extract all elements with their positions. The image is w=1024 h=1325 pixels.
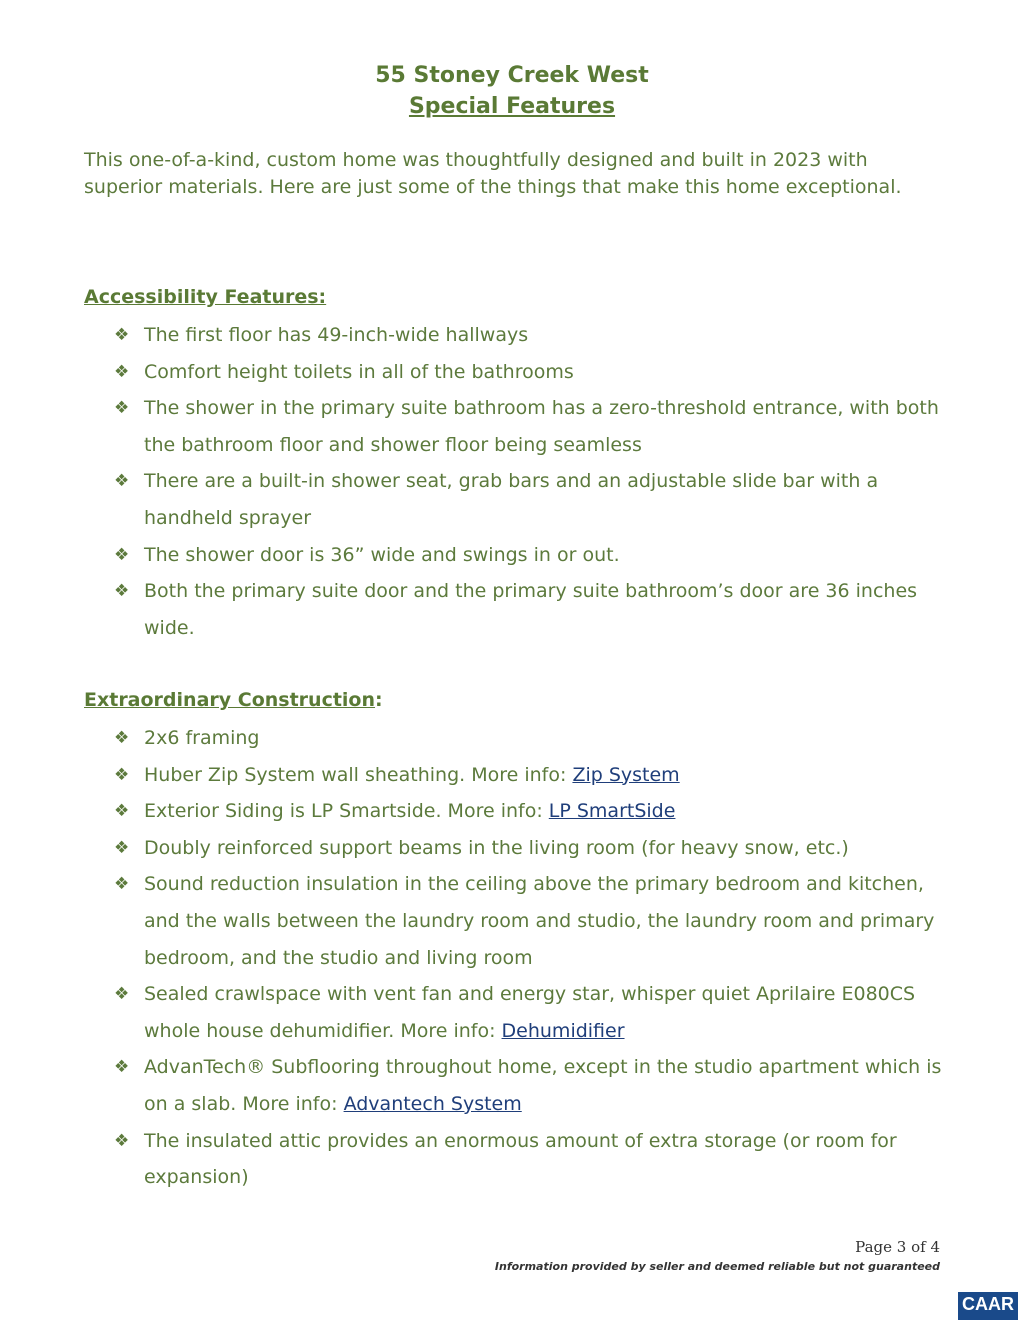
bullet-icon: ❖ <box>114 398 130 419</box>
bullet-icon: ❖ <box>114 801 130 822</box>
bullet-icon: ❖ <box>114 471 130 492</box>
list-item: ❖ 2x6 framing <box>114 720 954 757</box>
accessibility-list <box>114 317 954 646</box>
list-item: ❖ Sound reduction insulation in the ceiling above the primary bedroom and kitchen, and the walls between the laundry room and studio, the laundry room and primary bedroom, and the studio and living room <box>114 866 954 976</box>
list-item: ❖ Both the primary suite door and the primary suite bathroom’s door are 36 inches wide. <box>114 573 954 646</box>
intro-paragraph: This one-of-a-kind, custom home was thoughtfully designed and built in 2023 with superior materials. Here are just some of the things that make this home exceptional. <box>84 149 902 198</box>
list-item: ❖ Exterior Siding is LP Smartside. More info: LP SmartSide <box>114 793 954 830</box>
bullet-icon: ❖ <box>114 984 130 1005</box>
bullet-icon: ❖ <box>114 581 130 602</box>
disclaimer: Information provided by seller and deemed reliable but not guaranteed <box>494 1260 940 1273</box>
bullet-icon: ❖ <box>114 361 130 382</box>
bullet-icon: ❖ <box>114 728 130 748</box>
bullet-icon: ❖ <box>114 837 130 858</box>
page-number: Page 3 of 4 <box>855 1238 940 1256</box>
advantech-link[interactable]: Advantech System <box>343 1092 522 1115</box>
construction-heading: Extraordinary Construction: <box>84 689 383 711</box>
construction-heading-text: Extraordinary Construction <box>84 689 376 711</box>
list-item: ❖ The first floor has 49-inch-wide hallways <box>114 317 954 354</box>
list-item: ❖ Sealed crawlspace with vent fan and energy star, whisper quiet Aprilaire E080CS whole house dehumidifier. More info: Dehumidifier <box>114 976 954 1049</box>
page-footer <box>495 1238 940 1273</box>
lp-smartside-link[interactable]: LP SmartSide <box>548 800 676 823</box>
title-block <box>0 60 1024 122</box>
list-item: ❖ The shower in the primary suite bathroom has a zero-threshold entrance, with both the bathroom floor and shower floor being seamless <box>114 390 954 463</box>
list-item: ❖ The insulated attic provides an enormous amount of extra storage (or room for expansion) <box>114 1123 954 1196</box>
list-item: ❖ The shower door is 36” wide and swings in or out. <box>114 537 954 574</box>
bullet-icon: ❖ <box>114 1130 130 1151</box>
bullet-icon: ❖ <box>114 544 130 565</box>
list-item: ❖ Huber Zip System wall sheathing. More info: Zip System <box>114 757 954 794</box>
accessibility-heading-text: Accessibility Features: <box>84 286 327 308</box>
list-item: ❖ There are a built-in shower seat, grab bars and an adjustable slide bar with a handheld sprayer <box>114 463 954 536</box>
list-item: ❖ Comfort height toilets in all of the bathrooms <box>114 354 954 391</box>
accessibility-heading <box>84 286 326 308</box>
bullet-icon: ❖ <box>114 764 130 785</box>
bullet-icon: ❖ <box>114 1057 130 1078</box>
page-subtitle: Special Features <box>408 94 616 119</box>
construction-list <box>114 720 954 1196</box>
zip-system-link[interactable]: Zip System <box>572 763 680 786</box>
bullet-icon: ❖ <box>114 325 130 345</box>
page-title: 55 Stoney Creek West <box>375 63 649 88</box>
caar-logo: CAAR <box>958 1292 1018 1320</box>
list-item: ❖ Doubly reinforced support beams in the living room (for heavy snow, etc.) <box>114 830 954 867</box>
list-item: ❖ AdvanTech® Subflooring throughout home, except in the studio apartment which is on a slab. More info: Advantech System <box>114 1049 954 1122</box>
dehumidifier-link[interactable]: Dehumidifier <box>501 1019 625 1042</box>
bullet-icon: ❖ <box>114 874 130 895</box>
